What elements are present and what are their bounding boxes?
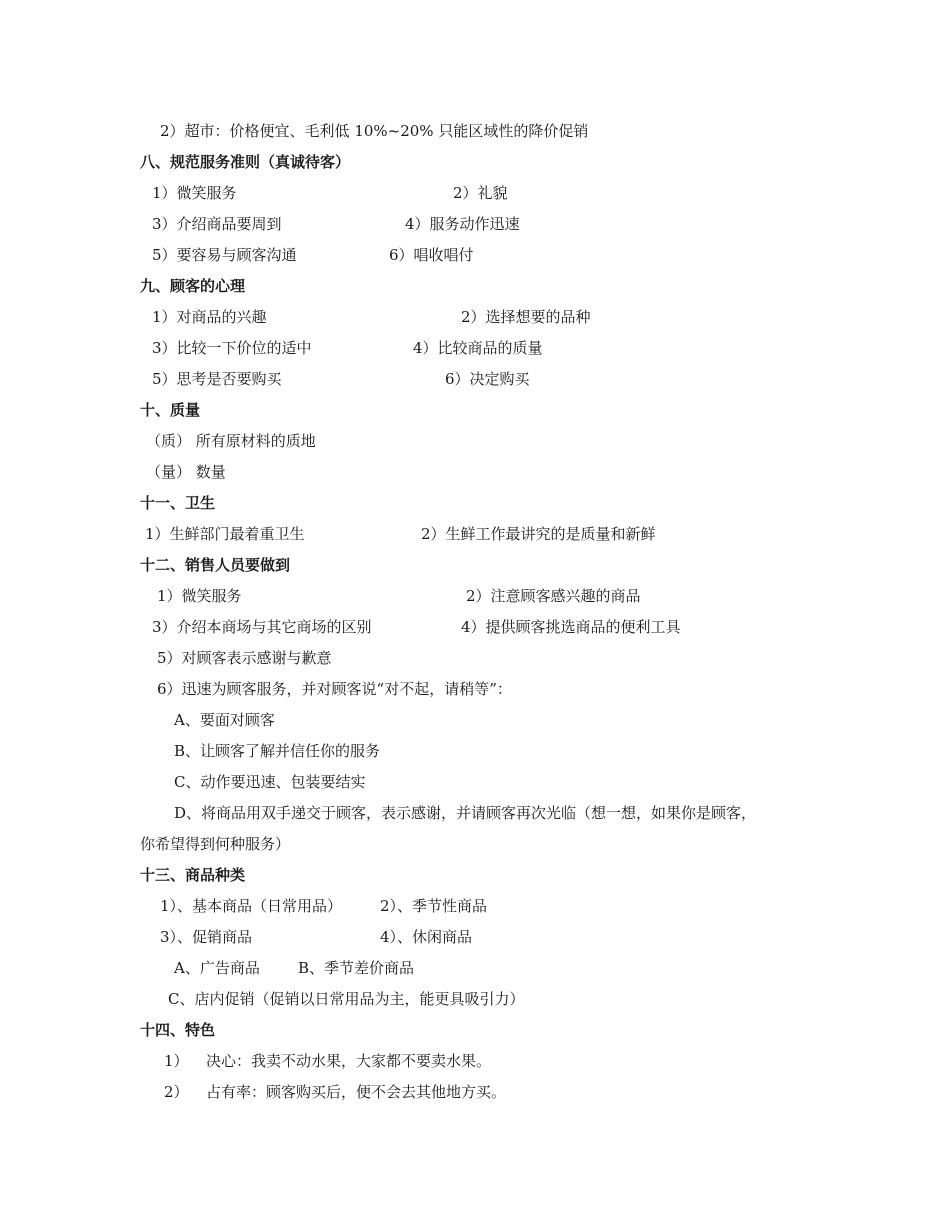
list-item: B、季节差价商品 [298,959,415,977]
list-item: 2）生鲜工作最讲究的是质量和新鲜 [421,525,656,543]
list-item: 4）、休闲商品 [380,928,473,946]
list-number: 1） [164,1052,189,1070]
list-item: （质） 所有原材料的质地 [146,432,316,450]
list-item: 1）、基本商品（日常用品） [160,897,343,915]
list-item: 4）提供顾客挑选商品的便利工具 [461,618,681,636]
text-line: 2）超市：价格便宜、毛利低 10%~20% 只能区域性的降价促销 [160,122,589,140]
list-item: 5）思考是否要购买 [152,370,282,388]
list-item: 1）微笑服务 [157,587,242,605]
list-item: 2）礼貌 [453,184,508,202]
list-item: 3）介绍商品要周到 [152,215,282,233]
list-item: 6）迅速为顾客服务，并对顾客说“对不起，请稍等”： [157,680,512,698]
list-item: 1）生鲜部门最着重卫生 [145,525,305,543]
list-item: 2）、季节性商品 [380,897,488,915]
text-line: 你希望得到何种服务） [140,835,291,853]
list-item: C、店内促销（促销以日常用品为主，能更具吸引力） [168,990,525,1008]
section-heading: 十四、特色 [140,1021,216,1039]
list-item: 6）唱收唱付 [389,246,474,264]
list-number: 2） [164,1083,189,1101]
list-item: 4）比较商品的质量 [413,339,543,357]
list-item: 1）对商品的兴趣 [152,308,267,326]
section-heading: 九、顾客的心理 [140,277,246,295]
list-item: C、动作要迅速、包装要结实 [174,773,366,791]
section-heading: 八、规范服务准则（真诚待客） [140,153,351,171]
section-heading: 十、质量 [140,401,201,419]
list-item: 1）微笑服务 [152,184,237,202]
list-item: 5）对顾客表示感谢与歉意 [157,649,332,667]
list-item: 4）服务动作迅速 [405,215,520,233]
list-item: A、广告商品 [174,959,260,977]
list-item: （量） 数量 [146,463,226,481]
list-item: 2）选择想要的品种 [461,308,591,326]
list-item: 6）决定购买 [445,370,530,388]
section-heading: 十三、商品种类 [140,866,246,884]
list-item: 占有率：顾客购买后，便不会去其他地方买。 [206,1083,507,1101]
list-item: B、让顾客了解并信任你的服务 [174,742,381,760]
list-item: 5）要容易与顾客沟通 [152,246,297,264]
list-item: A、要面对顾客 [174,711,275,729]
list-item: 3）、促销商品 [160,928,253,946]
section-heading: 十一、卫生 [140,494,216,512]
section-heading: 十二、销售人员要做到 [140,556,291,574]
list-item: 2）注意顾客感兴趣的商品 [466,587,641,605]
list-item: 3）介绍本商场与其它商场的区别 [152,618,372,636]
list-item: D、将商品用双手递交于顾客，表示感谢，并请顾客再次光临（想一想，如果你是顾客， [174,804,757,822]
list-item: 3）比较一下价位的适中 [152,339,312,357]
list-item: 决心：我卖不动水果，大家都不要卖水果。 [206,1052,492,1070]
